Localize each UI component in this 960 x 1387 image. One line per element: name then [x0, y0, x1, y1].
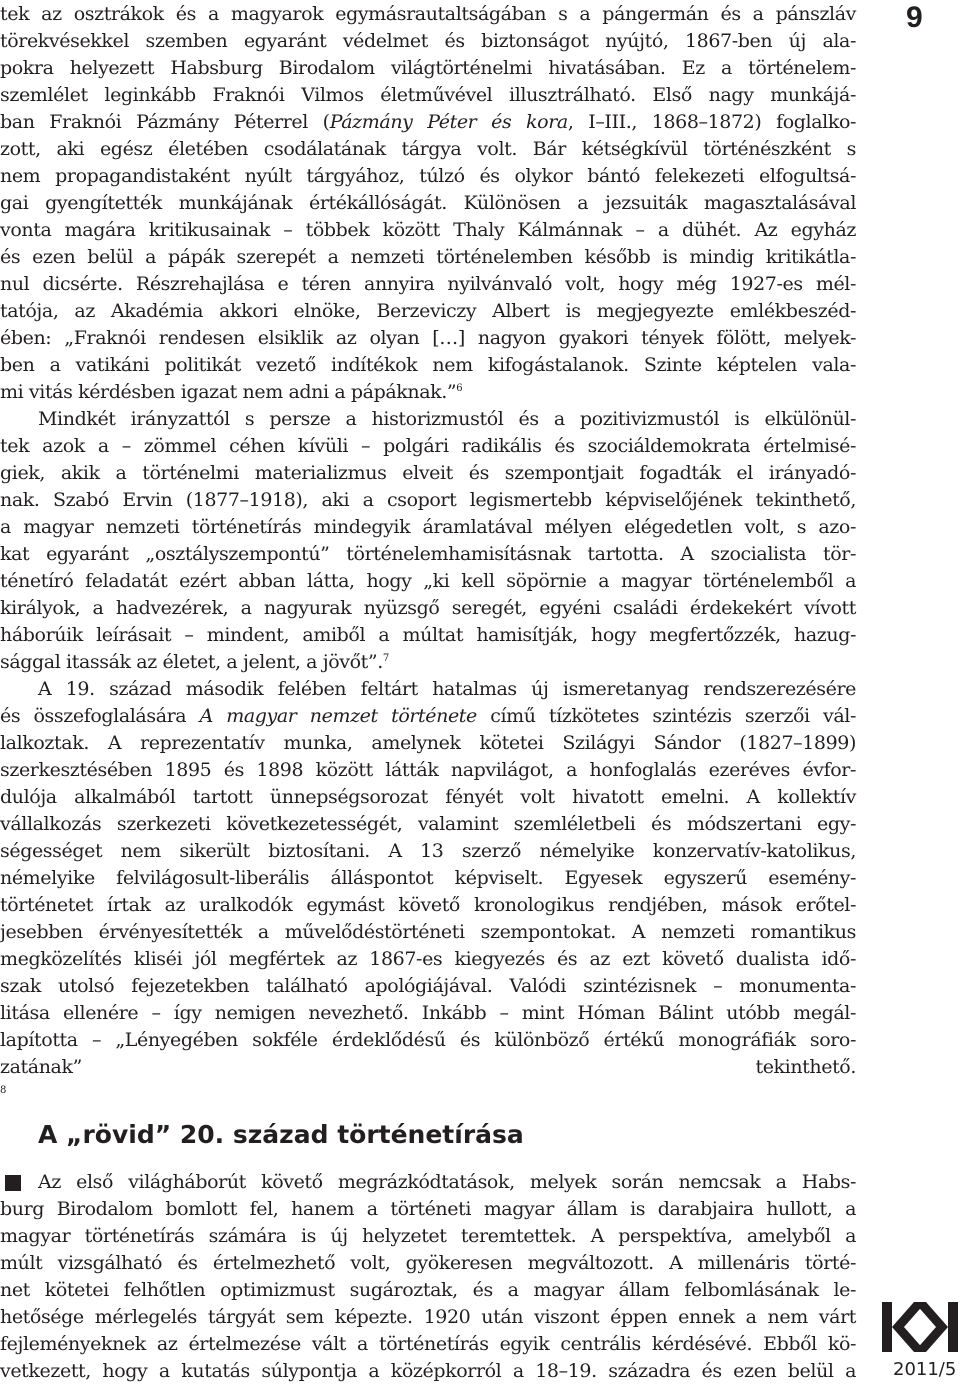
text-line: megközelítés kliséi jól megfértek az 1867-es kiegyezés és az ezt követő dualista idő- — [0, 948, 856, 970]
text-line: szak utolsó fejezetekben található apológiájával. Valódi szintézisnek – monumenta- — [0, 975, 856, 997]
text-line: ségességet nem sikerült biztosítani. A 13 szerző némelyike konzervatív-katolikus, — [0, 840, 856, 862]
text-line: tek azok a – zömmel céhen kívüli – polgári radikális és szociáldemokrata értelmisé- — [0, 435, 856, 457]
text-line: fejleményeknek az értelmezése vált a történetírás egyik centrális kérdésévé. Ebből kö- — [0, 1333, 856, 1355]
text-line: A 19. század második felében feltárt hatalmas új ismeretanyag rendszerezésére — [38, 678, 856, 700]
text-line: burg Birodalom bomlott fel, hanem a történeti magyar állam is darabjaira hullott, a — [0, 1198, 856, 1220]
footnote-mark: 8 — [0, 1085, 6, 1096]
text-line: hetősége mérlegelés tárgyát sem képezte. 1920 után viszont éppen ennek a nem várt — [0, 1306, 856, 1328]
text-line: némelyike felvilágosult-liberális álláspontot képviselt. Egyesek egyszerű esemény- — [0, 867, 856, 889]
text-line: szerkesztésében 1895 és 1898 között látták napvilágot, a honfoglalás ezeréves évfor- — [0, 759, 856, 781]
text-line: pokra helyezett Habsburg Birodalom világtörténelmi hivatásában. Ez a történelem- — [0, 57, 856, 79]
text-line: királyok, a hadvezérek, a nagyurak nyüzsgő seregét, egyéni családi érdekekért vívott — [0, 597, 856, 619]
text-line: ban Fraknói Pázmány Péterrel (Pázmány Péter és kora, I–III., 1868–1872) foglalko- — [0, 111, 857, 133]
text-line: vetkezett, hogy a kutatás súlypontja a középkorról a 18–19. századra és ezen belül a — [0, 1360, 856, 1382]
text-line: litása ellenére – így nemigen nevezhető. Inkább – mint Hóman Bálint utóbb megál- — [0, 1002, 856, 1024]
text-line: történetet írtak az uralkodók egymást követő kronologikus rendjében, mások erőtel- — [0, 894, 856, 916]
text-line: giek, akik a történelmi materializmus elveit és szempontjait fogadták el irányadó- — [0, 462, 856, 484]
text-line: net kötetei felhőtlen optimizmust sugároztak, és a magyar állam felbomlásának le- — [0, 1279, 856, 1301]
text-line: kat egyaránt „osztályszempontú” történelemhamisításnak tartotta. A szocialista tör- — [0, 543, 856, 565]
footnote-mark: 7 — [382, 653, 389, 664]
footnote-mark: 6 — [456, 383, 463, 394]
text-line: zatának” tekinthető. — [0, 1056, 856, 1078]
text-line: múlt vizsgálható és értelmezhető volt, gyökeresen megváltozott. A millenáris törté- — [0, 1252, 856, 1274]
text-line: jesebben érvényesítették a művelődéstörténeti szempontokat. A nemzeti romantikus — [0, 921, 856, 943]
text-line: ténetíró feladatát ezért abban látta, hogy „ki kell söpörnie a magyar történelemből a — [0, 570, 856, 592]
text-line: nul dicsérte. Részrehajlása e téren annyira nyilvánvaló volt, hogy még 1927-es mél- — [0, 273, 856, 295]
text-line: vállalkozás szerkezeti következetességét, valamint szemléletbeli és módszertani egy- — [0, 813, 856, 835]
text-line: a magyar nemzeti történetírás mindegyik áramlatával mélyen elégedetlen volt, s azo- — [0, 516, 856, 538]
text-line: törekvésekkel szemben egyaránt védelmet és biztonságot nyújtó, 1867-ben új ala- — [0, 30, 856, 52]
section-heading: A „rövid” 20. század történetírása — [38, 1120, 524, 1149]
text-line: ben a vatikáni politikát vezető indítékok nem kifogástalanok. Szinte képtelen vala- — [0, 354, 856, 376]
text-line: dulója alkalmából tartott ünnepségsorozat fényét volt hivatott emelni. A kollektív — [0, 786, 856, 808]
text-line: sággal itassák az életet, a jelent, a jövőt”.$^7$ — [0, 651, 389, 673]
text-line: és összefoglalására A magyar nemzet története című tízkötetes szintézis szerzői vál- — [0, 705, 857, 727]
text-line: ében: „Fraknói rendesen elsiklik az olyan […] nagyon gyakori tények fölött, melyek- — [0, 327, 856, 349]
text-line: szemlélet leginkább Fraknói Vilmos életművével illusztrálható. Első nagy munkájá- — [0, 84, 856, 106]
text-line: lalkoztak. A reprezentatív munka, amelynek kötetei Szilágyi Sándor (1827–1899) — [0, 732, 856, 754]
book-title: Pázmány Péter és kora — [329, 111, 568, 133]
text-line: Az első világháborút követő megrázkódtatások, melyek során nemcsak a Habs- — [38, 1171, 856, 1193]
text-line: magyar történetírás számára is új helyzetet teremtettek. A perspektíva, amelyből a — [0, 1225, 856, 1247]
text-line: gai gyengítették munkájának értékállóságát. Különösen a jezsuiták magasztalásával — [0, 192, 856, 214]
text-line: és ezen belül a pápák szerepét a nemzeti történelemben később is mindig kritikátla- — [0, 246, 856, 268]
text-line: háborúik leírásait – mindent, amiből a múltat hamisítják, hogy megfertőzzék, hazug- — [0, 624, 856, 646]
text-line: tatója, az Akadémia akkori elnöke, Berzeviczy Albert is megjegyezte emlékbeszéd- — [0, 300, 856, 322]
issue-number: 2011/5 — [893, 1359, 957, 1380]
text-line: Mindkét irányzattól s persze a historizmustól és a pozitivizmustól is elkülönül- — [38, 408, 856, 430]
book-title: A magyar nemzet története — [199, 705, 477, 727]
text-line: lapította – „Lényegében sokféle érdeklődésű és különböző értékű monográfiák soro- — [0, 1029, 856, 1051]
text-line: nak. Szabó Ervin (1877–1918), aki a csoport legismertebb képviselőjének tekinthető, — [0, 489, 856, 511]
text-line: vonta magára kritikusainak – többek között Thaly Kálmánnak – a dühét. Az egyház — [0, 219, 856, 241]
text-line: mi vitás kérdésben igazat nem adni a pápáknak.”$^6$ — [0, 381, 463, 403]
text-line: zott, aki egész életében csodálatának tárgya volt. Bár kétségkívül történészként s — [0, 138, 856, 160]
page-number: 9 — [906, 1, 923, 34]
kk-logo-icon — [880, 1300, 960, 1356]
text-line: tek az osztrákok és a magyarok egymásrautaltságában s a pángermán és a pánszláv — [0, 3, 856, 25]
text-line — [0, 1080, 856, 1108]
text-line: nem propagandistaként nyúlt tárgyához, túlzó és olykor bántó felekezeti elfogultsá- — [0, 165, 856, 187]
